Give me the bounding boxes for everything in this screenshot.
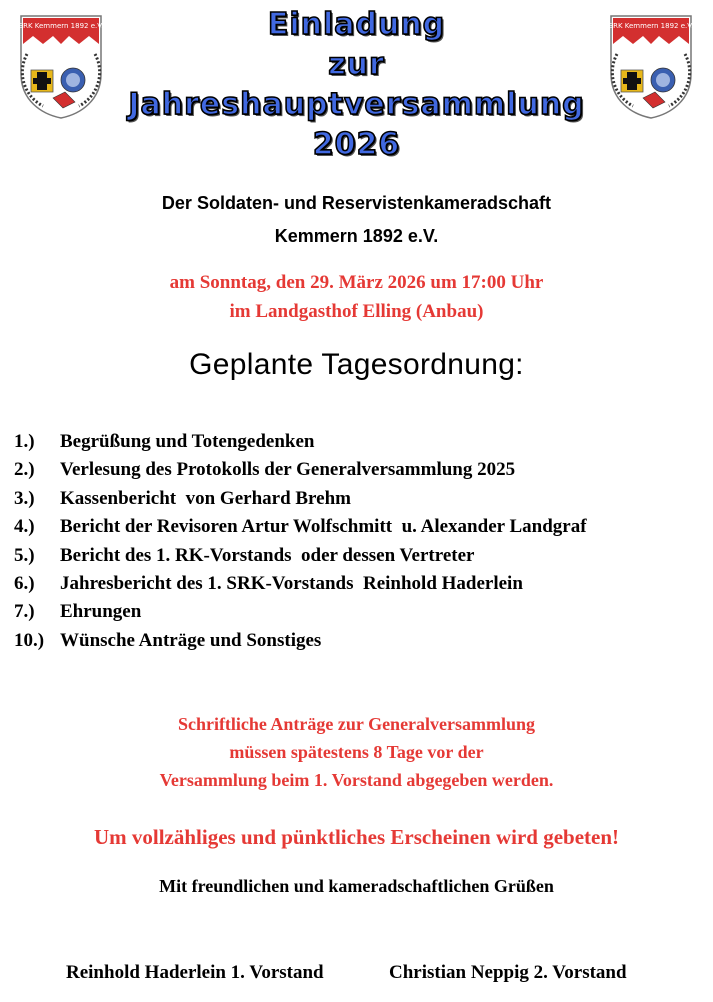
agenda-item-number: 7.) (14, 601, 35, 623)
agenda-item-text: Begrüßung und Totengedenken (60, 431, 315, 452)
agenda-item-text: Ehrungen (60, 601, 142, 623)
agenda-heading: Geplante Tagesordnung: (189, 348, 524, 381)
agenda-item-text: Kassenbericht von Gerhard Brehm (60, 487, 351, 509)
agenda-item (14, 456, 704, 484)
svg-text:SRK Kemmern 1892 e.V.: SRK Kemmern 1892 e.V. (18, 22, 104, 30)
agenda-item-text: Bericht des 1. RK-Vorstands oder dessen Vertreter (60, 544, 475, 566)
notice-line-2: müssen spätestens 8 Tage vor der (229, 742, 484, 762)
agenda-item (14, 513, 704, 541)
organization-line-1: Der Soldaten- und Reservistenkameradschaft (161, 193, 552, 213)
agenda-item-text: Jahresbericht des 1. SRK-Vorstands Reinhold Haderlein (60, 572, 523, 594)
agenda-item-text: Verlesung des Protokolls der Generalversammlung 2025 (60, 459, 516, 481)
agenda-item-text: Wünsche Anträge und Sonstiges (60, 629, 322, 651)
title-line-4: 2026 (312, 127, 401, 162)
title-line-3: Jahreshauptversammlung (128, 87, 585, 122)
event-date: am Sonntag, den 29. März 2026 um 17:00 Uhr (169, 272, 544, 293)
agenda-item (14, 485, 704, 513)
agenda-item (14, 627, 704, 655)
agenda-item (14, 570, 704, 598)
greeting-text: Mit freundlichen und kameradschaftlichen Grüßen (159, 876, 554, 896)
agenda-item (14, 542, 704, 570)
event-place: im Landgasthof Elling (Anbau) (229, 301, 484, 322)
agenda-item-number: 1.) (14, 431, 35, 452)
agenda-item-number: 3.) (14, 487, 35, 509)
signature-right: Christian Neppig 2. Vorstand (389, 962, 627, 983)
agenda-item (14, 428, 704, 456)
agenda-item-text: Bericht der Revisoren Artur Wolfschmitt u. Alexander Landgraf (60, 516, 587, 538)
appeal-text: Um vollzähliges und pünktliches Erscheinen wird gebeten! (93, 825, 620, 849)
agenda-item-number: 4.) (14, 516, 35, 538)
svg-text:SRK Kemmern 1892 e.V.: SRK Kemmern 1892 e.V. (608, 22, 694, 30)
agenda-item-number: 10.) (14, 629, 45, 651)
organization-line-2: Kemmern 1892 e.V. (274, 226, 439, 246)
title-line-2: zur (328, 47, 385, 82)
agenda-item (14, 598, 704, 626)
notice-line-1: Schriftliche Anträge zur Generalversammlung (177, 714, 536, 734)
agenda-item-number: 5.) (14, 544, 35, 566)
notice-line-3: Versammlung beim 1. Vorstand abgegeben werden. (159, 770, 554, 790)
agenda-list (14, 428, 704, 655)
signature-left: Reinhold Haderlein 1. Vorstand (66, 962, 324, 983)
agenda-item-number: 6.) (14, 572, 35, 594)
title-line-1: Einladung (267, 7, 446, 42)
agenda-item-number: 2.) (14, 459, 35, 481)
